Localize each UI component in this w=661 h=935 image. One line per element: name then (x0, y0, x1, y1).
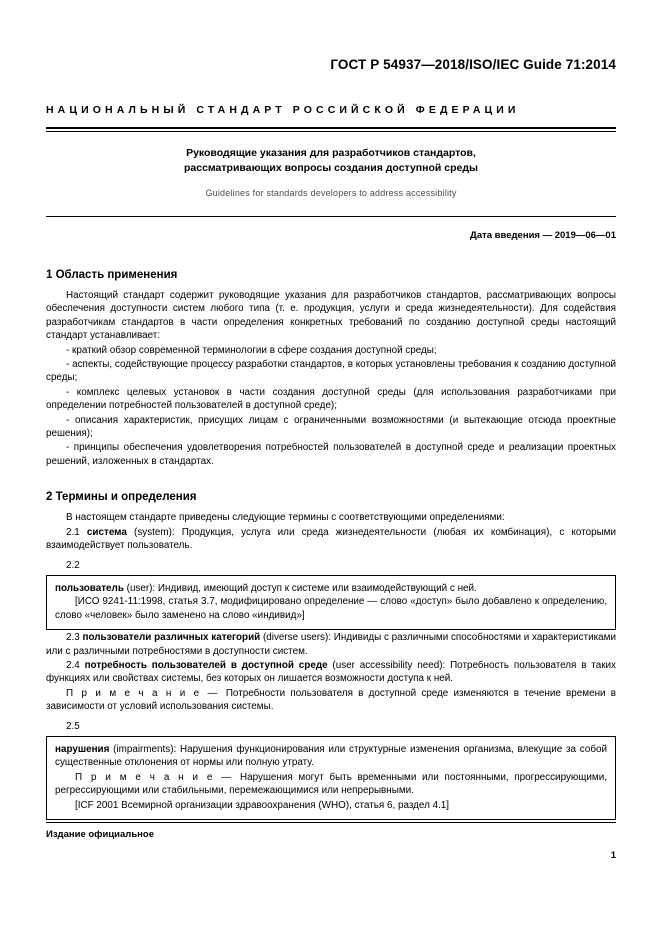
term-box-impairments (46, 736, 616, 820)
page-content (46, 0, 616, 820)
note-label: П р и м е ч а н и е — (66, 687, 226, 699)
term-2-2-source: [ИСО 9241-11:1998, статья 3.7, модифицировано определение — слово «доступ» было добавлено к определению, слово «человек» было заменено на слово «индивид»] (55, 596, 607, 621)
header-rule-thin (46, 131, 616, 132)
term-2-5-source: [ICF 2001 Всемирной организации здравоохранения (WHO), статья 6, раздел 4.1] (75, 799, 450, 811)
title-ru-line1: Руководящие указания для разработчиков стандартов, (186, 147, 476, 159)
note-text: Потребности пользователя в доступной среде изменяются в течение времени в зависимости от условий использования системы. (46, 687, 616, 713)
term-2-5-definition (55, 743, 607, 770)
scope-bullet-5: - принципы обеспечения удовлетворения потребностей пользователей в доступной среде и реализации проектных решений, изложенных в стандартах. (46, 442, 616, 467)
term-2-4-number: 2.4 (66, 659, 85, 671)
term-2-4-name: потребность пользователей в доступной среде (84, 659, 328, 671)
term-2-2-name: пользователь (55, 582, 124, 594)
national-standard-label: НАЦИОНАЛЬНЫЙ СТАНДАРТ РОССИЙСКОЙ ФЕДЕРАЦИИ (46, 104, 520, 116)
term-2-4-note (46, 687, 616, 714)
term-2-1-name: система (86, 526, 127, 538)
terms-paragraph-1: В настоящем стандарте приведены следующие термины с соответствующими определениями: (66, 512, 505, 524)
title-en: Guidelines for standards developers to address accessibility (205, 188, 457, 198)
term-2-1-definition: (system): Продукция, услуга или среда жизнедеятельности (любая их комбинация), с которыми взаимодействует пользователь. (46, 526, 616, 552)
section-heading-scope: 1 Область применения (46, 269, 178, 281)
note-label-2: П р и м е ч а н и е — (75, 771, 241, 783)
term-2-5-name: нарушения (55, 743, 110, 755)
scope-bullet-3: - комплекс целевых установок в части создания доступной среды (для использования разработчиками при определении потребностей пользователей в доступной среде); (46, 386, 616, 412)
scope-bullet-1: - краткий обзор современной терминологии в сфере создания доступной среды; (66, 344, 437, 356)
term-2-3-definition: (diverse users): Индивиды с различными способностями и характеристиками или с различными потребностями в доступности систем. (46, 632, 616, 657)
footer-rule (46, 822, 616, 823)
term-2-3-name: пользователи различных категорий (82, 632, 261, 644)
term-2-4-definition: (user accessibility need): Потребность пользователя в таких функциях или свойствах системы, без которых он лишается возможности доступа к ней. (46, 659, 616, 685)
term-number-2-2: 2.2 (66, 559, 80, 571)
page-footer (46, 822, 616, 861)
scope-paragraph-1: Настоящий стандарт содержит руководящие указания для разработчиков стандартов, рассматривающих вопросы обеспечения доступности систем любого типа (т. е. продукция, услуги и среда жизнедеятельности). Для содействия разработчикам стандартов в части определения конкретных требований по созданию доступной среды настоящий стандарт устанавливает: (46, 290, 616, 342)
header-rule-thick (46, 127, 616, 129)
title-block (46, 146, 616, 198)
page-number: 1 (610, 850, 616, 861)
term-2-2-definition (55, 582, 607, 595)
title-ru-line2: рассматривающих вопросы создания доступной среды (184, 162, 478, 174)
term-2-3-number: 2.3 (66, 632, 83, 644)
official-edition-label: Издание официальное (46, 829, 154, 840)
introduction-date: Дата введения — 2019—06—01 (470, 230, 616, 241)
term-number-2-5: 2.5 (66, 720, 80, 732)
term-box-user (46, 575, 616, 630)
term-2-4 (46, 659, 616, 686)
term-2-1 (46, 526, 616, 553)
term-2-5-note (55, 771, 607, 798)
section-heading-terms: 2 Термины и определения (46, 491, 197, 504)
term-2-5-text: (impairments): Нарушения функционирования или структурные изменения организма, влекущие за собой существенные отклонения от нормы или полную утрату. (55, 743, 607, 769)
term-2-3 (46, 631, 616, 658)
scope-bullet-4: - описания характеристик, присущих лицам с ограниченными возможностями (и вытекающие отсюда проектные решения); (46, 414, 616, 440)
term-2-1-number: 2.1 (66, 526, 87, 538)
title-rule (46, 216, 616, 217)
note-text-2: Нарушения могут быть временными или постоянными, прогрессирующими, регрессирующими или стабильными, перемежающимися или непрерывными. (55, 771, 607, 797)
document-code: ГОСТ Р 54937—2018/ISO/IEC Guide 71:2014 (330, 57, 616, 72)
term-2-2-text: (user): Индивид, имеющий доступ к системе или взаимодействующий с ней. (123, 582, 477, 594)
scope-bullet-2: - аспекты, содействующие процессу разработки стандартов, в которых установлены требования к созданию доступной среды; (46, 359, 616, 384)
